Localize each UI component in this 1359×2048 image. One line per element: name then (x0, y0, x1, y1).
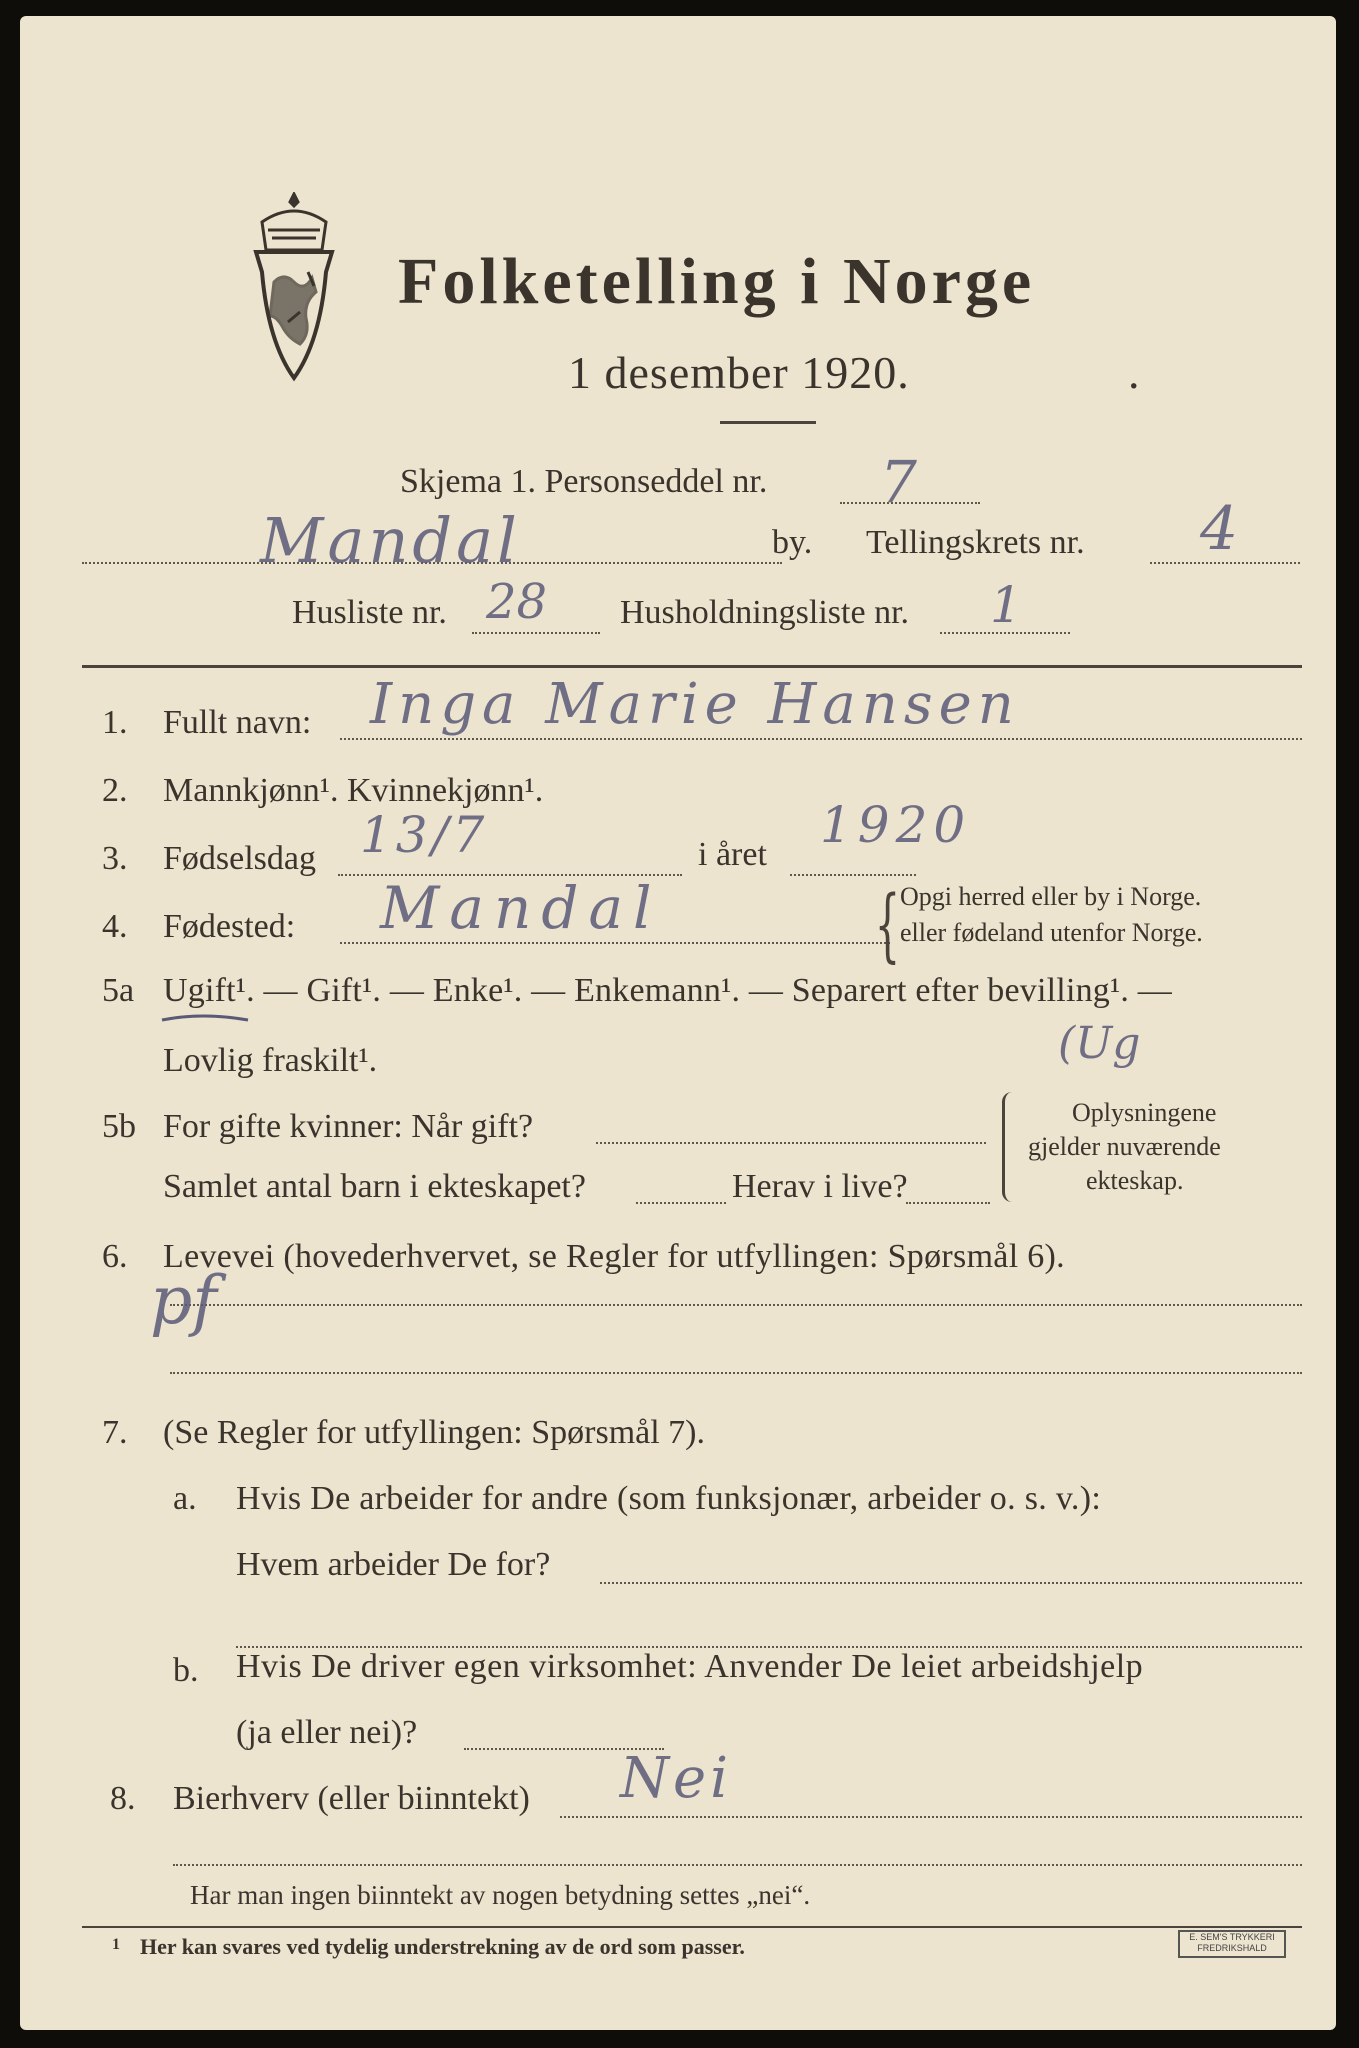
footnote-number: 1 (112, 1936, 120, 1953)
by-label: by. (772, 524, 813, 561)
krets-label: Tellingskrets nr. (866, 524, 1085, 561)
title-divider (720, 421, 816, 424)
husliste-label: Husliste nr. (292, 594, 447, 631)
q5b-note3: ekteskap. (1086, 1166, 1184, 1195)
q7-number: 7. (102, 1414, 128, 1451)
q8-label: Bierhverv (eller biinntekt) (173, 1780, 530, 1817)
q5a-label2[interactable]: Lovlig fraskilt¹. (163, 1042, 378, 1079)
marital-mark[interactable]: (Ug (1058, 1018, 1141, 1069)
census-form (20, 16, 1336, 2030)
q5b-number: 5b (102, 1108, 136, 1145)
q6-dotline2 (170, 1372, 1302, 1374)
q1-dotline (340, 738, 1302, 740)
krets-value[interactable]: 4 (1200, 494, 1239, 564)
norway-coat-of-arms-icon (238, 192, 350, 388)
q8-dotline1 (560, 1816, 1302, 1818)
skjema-value[interactable]: 7 (880, 448, 917, 516)
q5a-marital-options[interactable]: Ugift¹. — Gift¹. — Enke¹. — Enkemann¹. — Separert efter bevilling¹. — (163, 972, 1172, 1009)
husholdning-label: Husholdningsliste nr. (620, 594, 910, 631)
printer-stamp: E. SEM'S TRYKKERI FREDRIKSHALD (1178, 1930, 1286, 1958)
ugift-underline-icon (160, 1010, 250, 1026)
q7b-label2: (ja eller nei)? (236, 1714, 418, 1751)
q4-dotline (340, 942, 890, 944)
q5b-label3: Herav i live? (732, 1168, 908, 1205)
q5b-label: For gifte kvinner: Når gift? (163, 1108, 534, 1145)
footer-divider (82, 1926, 1302, 1928)
q7a-dotline1 (600, 1582, 1302, 1584)
stray-dot: . (1128, 347, 1141, 398)
q4-note-line2: eller fødeland utenfor Norge. (900, 918, 1203, 947)
q7-label: (Se Regler for utfyllingen: Spørsmål 7). (163, 1414, 706, 1451)
census-date: 1 desember 1920. (568, 347, 910, 398)
q5b-note1: Oplysningene (1072, 1098, 1217, 1127)
q4-number: 4. (102, 908, 128, 945)
footnote-text: Her kan svares ved tydelig understrekning av de ord som passer. (140, 1934, 745, 1959)
q5a-number: 5a (102, 972, 135, 1009)
occupation-value[interactable]: pf (150, 1262, 217, 1339)
q4-label: Fødested: (163, 908, 296, 945)
q5b-dotline3 (906, 1202, 990, 1204)
q8-dotline2 (173, 1864, 1302, 1866)
q4-brace: { (874, 878, 901, 971)
birthplace-value[interactable]: Mandal (380, 874, 662, 942)
q6-number: 6. (102, 1238, 128, 1275)
q3-number: 3. (102, 840, 128, 877)
birthday-value[interactable]: 13/7 (360, 806, 489, 864)
q2-number: 2. (102, 772, 128, 809)
q8-number: 8. (110, 1780, 136, 1817)
q3-label: Fødselsdag (163, 840, 316, 877)
q3-year-label: i året (698, 836, 767, 873)
by-value[interactable]: Mandal (260, 504, 521, 577)
q7b-letter: b. (173, 1652, 199, 1689)
q1-label: Fullt navn: (163, 704, 312, 741)
q7b-label: Hvis De driver egen virksomhet: Anvender De leiet arbeidshjelp (236, 1648, 1144, 1685)
q5b-dotline1 (596, 1142, 986, 1144)
q3-year-dotline (790, 874, 916, 876)
full-name-value[interactable]: Inga Marie Hansen (370, 672, 1020, 737)
q7a-letter: a. (173, 1480, 197, 1517)
husholdning-value[interactable]: 1 (990, 576, 1022, 634)
husliste-value[interactable]: 28 (486, 574, 548, 630)
skjema-label: Skjema 1. Personseddel nr. (400, 463, 768, 500)
form-title: Folketelling i Norge (398, 245, 1036, 318)
q2-sex-options[interactable]: Mannkjønn¹. Kvinnekjønn¹. (163, 772, 544, 809)
q5b-note2: gjelder nuværende (1028, 1132, 1221, 1161)
husliste-dotline (472, 632, 600, 634)
q5b-dotline2 (636, 1202, 726, 1204)
footer-note: Har man ingen biinntekt av nogen betydning settes „nei“. (190, 1880, 811, 1910)
q4-note-line1: Opgi herred eller by i Norge. (900, 882, 1202, 911)
q7a-label2: Hvem arbeider De for? (236, 1546, 551, 1583)
q1-number: 1. (102, 704, 128, 741)
q7a-label: Hvis De arbeider for andre (som funksjonær, arbeider o. s. v.): (236, 1480, 1102, 1517)
side-income-value[interactable]: Nei (620, 1746, 733, 1811)
header-divider (82, 665, 1302, 668)
q6-dotline1 (170, 1304, 1302, 1306)
q5b-label2: Samlet antal barn i ekteskapet? (163, 1168, 586, 1205)
q5b-brace (1002, 1092, 1017, 1202)
q6-label: Levevei (hovederhvervet, se Regler for utfyllingen: Spørsmål 6). (163, 1238, 1065, 1275)
birth-year-value[interactable]: 1920 (820, 796, 972, 854)
